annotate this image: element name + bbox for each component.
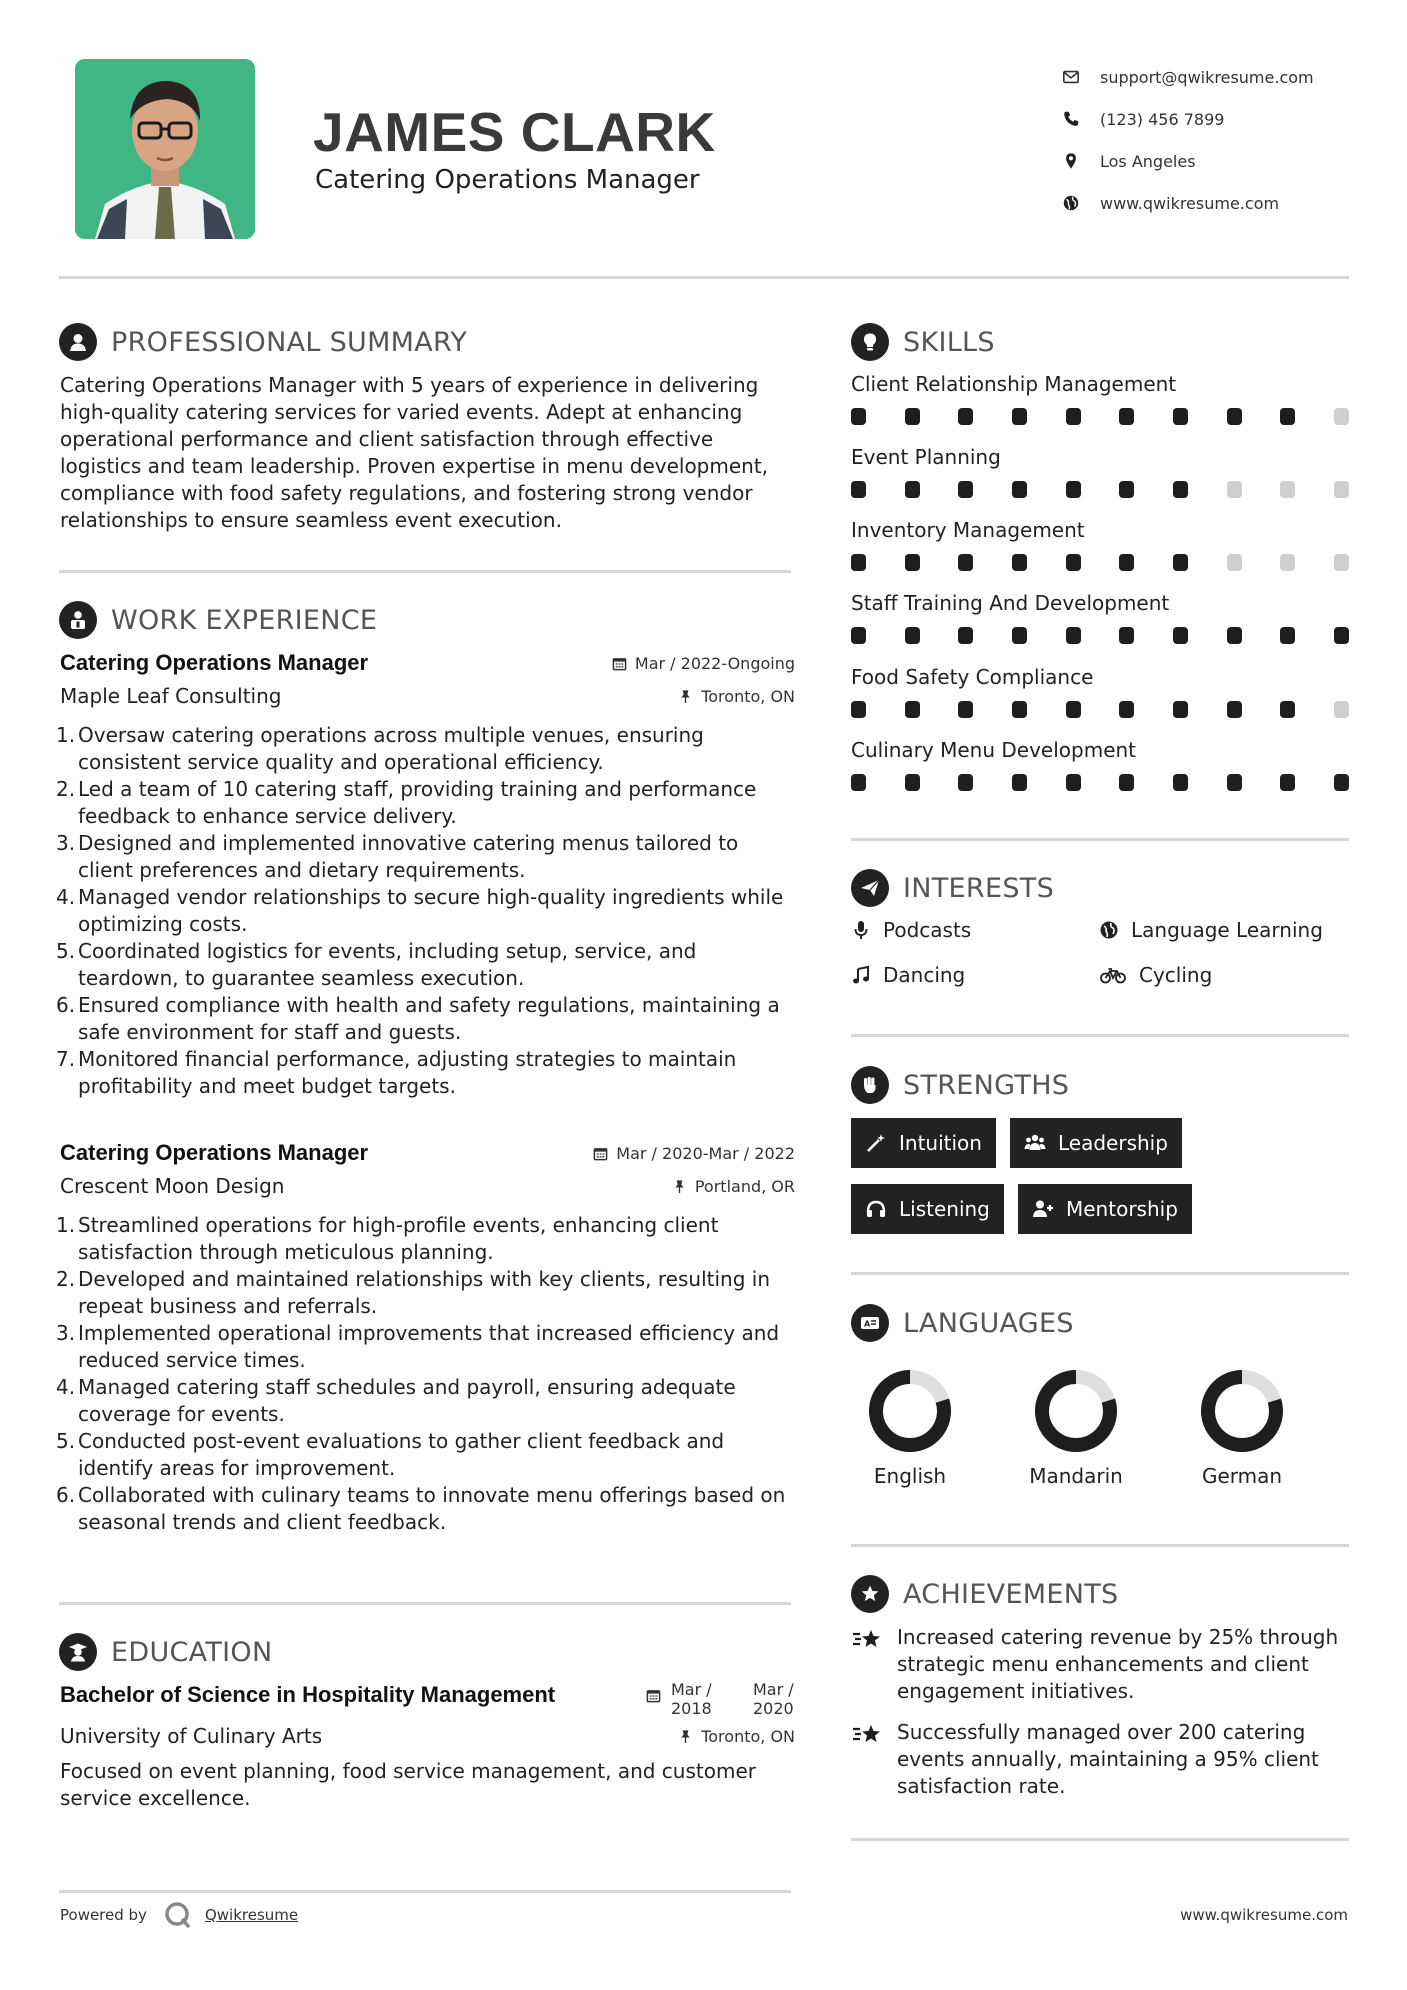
education-dates (646, 1680, 795, 1718)
summary-heading-text: PROFESSIONAL SUMMARY (111, 326, 468, 358)
skill-name: Staff Training And Development (851, 591, 1170, 615)
rating-dot-filled (905, 408, 920, 425)
job-entry (56, 650, 795, 1100)
contact-phone-text: (123) 456 7899 (1100, 109, 1225, 129)
rating-dot-empty (1227, 554, 1242, 571)
svg-text:A: A (864, 1319, 871, 1329)
phone-icon (1062, 110, 1080, 128)
rating-dot-empty (1334, 701, 1349, 718)
rating-dot-filled (905, 481, 920, 498)
rating-dot-filled (905, 701, 920, 718)
education-heading (59, 1633, 272, 1671)
job-dates-text: Mar / 2022-Ongoing (634, 653, 795, 673)
profile-photo (75, 59, 255, 239)
language-item (850, 1366, 970, 1488)
rating-dot-filled (1173, 554, 1188, 571)
globe-icon (1062, 194, 1080, 212)
graduate-icon (59, 1633, 97, 1671)
job-dates (612, 654, 795, 673)
rating-dot-filled (1227, 408, 1242, 425)
interest-item (1099, 963, 1212, 987)
briefcase-user-icon (59, 601, 97, 639)
degree-title: Bachelor of Science in Hospitality Management (60, 1682, 556, 1707)
list-item: 2. Developed and maintained relationships with key clients, resulting in repeat business and referrals. (56, 1267, 770, 1318)
contact-location-text: Los Angeles (1100, 151, 1196, 171)
qwikresume-logo-icon (163, 1900, 193, 1930)
achievements-heading (851, 1575, 1119, 1613)
rating-dot-filled (1012, 701, 1027, 718)
rating-dot-filled (851, 481, 866, 498)
language-name: Mandarin (1029, 1464, 1123, 1488)
calendar-icon (593, 1146, 608, 1161)
skill-name: Culinary Menu Development (851, 738, 1137, 762)
job-company: Maple Leaf Consulting (60, 684, 282, 708)
magic-wand-icon (865, 1132, 887, 1154)
interest-label: Podcasts (883, 918, 972, 942)
interest-label: Dancing (883, 963, 966, 987)
experience-heading (59, 601, 377, 639)
qwikresume-link[interactable]: Qwikresume (204, 1906, 299, 1924)
map-pin-icon (1062, 152, 1080, 170)
job-location-text: Toronto, ON (701, 686, 795, 706)
languages-heading (851, 1304, 1074, 1342)
skill-item (851, 372, 1349, 425)
pushpin-icon (678, 1729, 693, 1744)
interests-heading (851, 869, 1054, 907)
rating-dot-filled (1119, 774, 1134, 791)
skill-rating (851, 774, 1349, 791)
languages-divider (851, 1544, 1349, 1547)
rating-dot-filled (1334, 774, 1349, 791)
rating-dot-filled (1066, 481, 1081, 498)
list-item: 7. Monitored financial performance, adjusting strategies to maintain profitability and meet budget targets. (56, 1047, 737, 1098)
header-divider (59, 276, 1349, 279)
candidate-name: JAMES CLARK (313, 101, 716, 163)
skills-heading (851, 323, 995, 361)
rating-dot-empty (1334, 481, 1349, 498)
rating-dot-filled (1173, 408, 1188, 425)
skill-name: Event Planning (851, 445, 1001, 469)
skill-rating (851, 481, 1349, 498)
interest-item (1099, 918, 1323, 942)
rating-dot-filled (958, 701, 973, 718)
rating-dot-filled (1012, 554, 1027, 571)
job-role: Catering Operations Manager (60, 1140, 369, 1165)
education-description: Focused on event planning, food service management, and customer service excellence. (60, 1759, 756, 1810)
calendar-icon (612, 656, 627, 671)
rating-dot-filled (1066, 701, 1081, 718)
rating-dot-filled (1227, 627, 1242, 644)
interest-item (851, 963, 965, 987)
candidate-title: Catering Operations Manager (315, 165, 700, 195)
summary-divider (59, 570, 791, 573)
fist-icon (851, 1066, 889, 1104)
paper-plane-icon (851, 869, 889, 907)
achievement-item (851, 1624, 1351, 1705)
rating-dot-filled (1012, 408, 1027, 425)
skill-name: Client Relationship Management (851, 372, 1177, 396)
rating-dot-filled (1227, 774, 1242, 791)
rating-dot-filled (1280, 774, 1295, 791)
strengths-divider (851, 1272, 1349, 1275)
strength-chip (1018, 1184, 1192, 1234)
list-item: 6. Collaborated with culinary teams to innovate menu offerings based on seasonal trends and client feedback. (56, 1483, 786, 1534)
rating-dot-filled (958, 774, 973, 791)
interest-item (851, 918, 971, 942)
rating-dot-filled (905, 554, 920, 571)
rating-dot-filled (851, 774, 866, 791)
rating-dot-filled (851, 554, 866, 571)
music-note-icon (851, 965, 871, 985)
school-location (678, 1727, 795, 1746)
headphones-icon (865, 1198, 887, 1220)
achievement-text: Successfully managed over 200 catering events annually, maintaining a 95% client satisfaction rate. (897, 1720, 1319, 1798)
education-start: Mar / 2018 (671, 1680, 712, 1718)
list-item: 4. Managed vendor relationships to secure high-quality ingredients while optimizing costs. (56, 885, 784, 936)
lightbulb-icon (851, 323, 889, 361)
rating-dot-filled (958, 554, 973, 571)
rating-dot-filled (1012, 774, 1027, 791)
rating-dot-filled (958, 408, 973, 425)
rating-dot-empty (1280, 554, 1295, 571)
achievements-heading-text: ACHIEVEMENTS (903, 1578, 1119, 1610)
microphone-icon (851, 920, 871, 940)
contact-location (1062, 140, 1314, 182)
rating-dot-filled (958, 481, 973, 498)
rating-dot-filled (851, 701, 866, 718)
list-item: 4. Managed catering staff schedules and payroll, ensuring adequate coverage for events. (56, 1375, 736, 1426)
skill-rating (851, 701, 1349, 718)
skill-rating (851, 627, 1349, 644)
skill-item (851, 665, 1349, 718)
list-item: 1. Oversaw catering operations across multiple venues, ensuring consistent service quality and operational efficiency. (56, 723, 704, 774)
contact-website-text: www.qwikresume.com (1100, 193, 1280, 213)
rating-dot-filled (1334, 627, 1349, 644)
footer-divider (59, 1890, 791, 1893)
rating-dot-filled (1280, 408, 1295, 425)
strengths-heading-text: STRENGTHS (903, 1069, 1070, 1101)
rating-dot-filled (958, 627, 973, 644)
language-icon (851, 1304, 889, 1342)
rating-dot-filled (1173, 701, 1188, 718)
star-badge-icon (851, 1575, 889, 1613)
skill-item (851, 591, 1349, 644)
interests-heading-text: INTERESTS (903, 872, 1055, 904)
language-ring (1197, 1366, 1287, 1456)
skill-item (851, 518, 1349, 571)
strengths-heading (851, 1066, 1069, 1104)
strength-label: Intuition (899, 1131, 982, 1155)
rating-dot-empty (1334, 554, 1349, 571)
interest-label: Cycling (1139, 963, 1213, 987)
user-plus-icon (1032, 1198, 1054, 1220)
rating-dot-filled (1066, 774, 1081, 791)
job-location-text: Portland, OR (694, 1176, 795, 1196)
job-bullets (56, 1212, 795, 1536)
job-role: Catering Operations Manager (60, 650, 369, 675)
language-ring (1031, 1366, 1121, 1456)
list-item: 3. Implemented operational improvements that increased efficiency and reduced service times. (56, 1321, 780, 1372)
rating-dot-filled (1173, 481, 1188, 498)
rating-dot-filled (851, 627, 866, 644)
education-entry (60, 1680, 795, 1812)
rating-dot-filled (1066, 554, 1081, 571)
rating-dot-filled (1119, 701, 1134, 718)
footer-website[interactable]: www.qwikresume.com (1180, 1906, 1348, 1924)
strength-chip (851, 1118, 996, 1168)
contact-website[interactable] (1062, 182, 1314, 224)
language-ring (865, 1366, 955, 1456)
calendar-icon (646, 1688, 661, 1703)
experience-heading-text: WORK EXPERIENCE (111, 604, 378, 636)
job-location (672, 1177, 795, 1196)
job-location (678, 687, 795, 706)
strength-label: Mentorship (1066, 1197, 1178, 1221)
interests-divider (851, 1034, 1349, 1037)
school-location-text: Toronto, ON (701, 1726, 795, 1746)
shooting-star-icon (851, 1626, 885, 1656)
rating-dot-filled (1119, 554, 1134, 571)
interest-label: Language Learning (1131, 918, 1323, 942)
job-bullets (56, 722, 795, 1100)
achievement-text: Increased catering revenue by 25% through strategic menu enhancements and client engagement initiatives. (897, 1625, 1339, 1703)
languages-heading-text: LANGUAGES (903, 1307, 1074, 1339)
strength-label: Listening (899, 1197, 990, 1221)
rating-dot-filled (1280, 701, 1295, 718)
rating-dot-filled (1173, 627, 1188, 644)
users-icon (1024, 1132, 1046, 1154)
list-item: 1. Streamlined operations for high-profile events, enhancing client satisfaction through meticulous planning. (56, 1213, 719, 1264)
skill-name: Food Safety Compliance (851, 665, 1094, 689)
rating-dot-filled (1173, 774, 1188, 791)
job-dates (593, 1144, 795, 1163)
education-heading-text: EDUCATION (111, 1636, 273, 1668)
education-end: Mar / 2020 (753, 1680, 794, 1718)
school-name: University of Culinary Arts (60, 1724, 323, 1748)
rating-dot-filled (1227, 701, 1242, 718)
rating-dot-filled (1119, 408, 1134, 425)
rating-dot-filled (851, 408, 866, 425)
list-item: 6. Ensured compliance with health and safety regulations, maintaining a safe environment for staff and guests. (56, 993, 780, 1044)
list-item: 3. Designed and implemented innovative catering menus tailored to client preferences and dietary requirements. (56, 831, 739, 882)
powered-by (60, 1900, 298, 1930)
contact-email[interactable] (1062, 56, 1314, 98)
experience-divider (59, 1602, 791, 1605)
globe-icon (1099, 920, 1119, 940)
pushpin-icon (672, 1179, 687, 1194)
user-icon (59, 323, 97, 361)
strength-chip (1010, 1118, 1182, 1168)
skills-divider (851, 838, 1349, 841)
rating-dot-filled (1066, 408, 1081, 425)
skills-heading-text: SKILLS (903, 326, 995, 358)
rating-dot-filled (905, 774, 920, 791)
contact-phone[interactable] (1062, 98, 1314, 140)
skill-rating (851, 554, 1349, 571)
language-item (1016, 1366, 1136, 1488)
rating-dot-filled (1012, 481, 1027, 498)
bicycle-icon (1099, 965, 1127, 985)
rating-dot-filled (1280, 627, 1295, 644)
rating-dot-filled (905, 627, 920, 644)
rating-dot-empty (1334, 408, 1349, 425)
summary-heading (59, 323, 467, 361)
rating-dot-empty (1280, 481, 1295, 498)
rating-dot-empty (1227, 481, 1242, 498)
language-name: English (873, 1464, 947, 1488)
powered-by-label: Powered by (60, 1906, 147, 1924)
contact-list (1062, 56, 1314, 224)
skill-item (851, 738, 1349, 791)
rating-dot-filled (1012, 627, 1027, 644)
language-name: German (1201, 1464, 1283, 1488)
job-entry (56, 1140, 795, 1536)
rating-dot-filled (1119, 627, 1134, 644)
shooting-star-icon (851, 1721, 885, 1751)
strength-label: Leadership (1058, 1131, 1168, 1155)
strength-chip (851, 1184, 1004, 1234)
skill-rating (851, 408, 1349, 425)
rating-dot-filled (1119, 481, 1134, 498)
achievement-item (851, 1719, 1351, 1800)
envelope-icon (1062, 68, 1080, 86)
job-dates-text: Mar / 2020-Mar / 2022 (616, 1143, 795, 1163)
pushpin-icon (678, 689, 693, 704)
list-item: 2. Led a team of 10 catering staff, providing training and performance feedback to enhance service delivery. (56, 777, 757, 828)
skill-name: Inventory Management (851, 518, 1085, 542)
achievements-divider (851, 1838, 1349, 1841)
language-item (1182, 1366, 1302, 1488)
skill-item (851, 445, 1349, 498)
rating-dot-filled (1066, 627, 1081, 644)
contact-email-text: support@qwikresume.com (1100, 67, 1314, 87)
job-company: Crescent Moon Design (60, 1174, 285, 1198)
summary-text: Catering Operations Manager with 5 years of experience in delivering high-quality catering services for varied events. Adept at enhancing operational performance and client satisfaction through effective logistics and team leadership. Proven expertise in menu development, compliance with food safety regulations, and fostering strong vendor relationships to ensure seamless event execution. (60, 373, 769, 532)
list-item: 5. Coordinated logistics for events, including setup, service, and teardown, to guarantee seamless execution. (56, 939, 697, 990)
list-item: 5. Conducted post-event evaluations to gather client feedback and identify areas for improvement. (56, 1429, 725, 1480)
